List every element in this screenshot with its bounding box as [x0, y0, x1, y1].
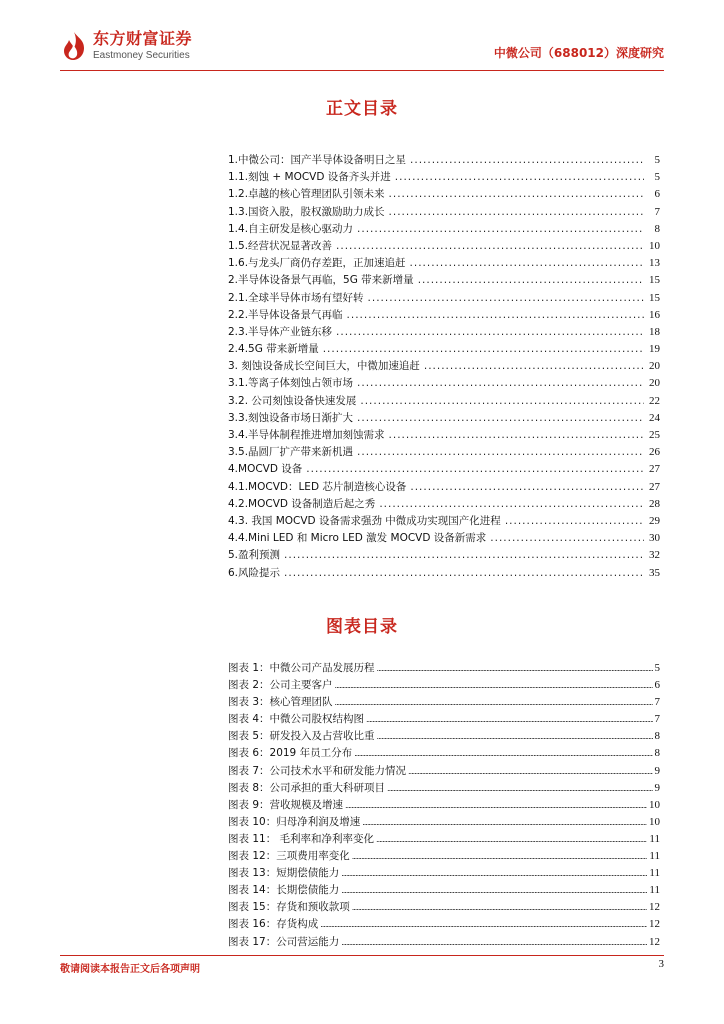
flame-logo-icon: [60, 30, 90, 62]
figure-entry-label: 图表 6：2019 年员工分布: [228, 747, 353, 760]
toc-title: 正文目录: [326, 99, 398, 119]
figure-entry[interactable]: [228, 694, 660, 711]
figure-entry-page: 7: [654, 713, 660, 726]
figure-entry-label: 图表 12：三项费用率变化: [228, 850, 350, 863]
toc-entry[interactable]: [228, 410, 660, 427]
figure-entry-label: 图表 2：公司主要客户: [228, 679, 333, 692]
figure-entry[interactable]: [228, 814, 660, 831]
figure-entry-label: 图表 13：短期偿债能力: [228, 867, 340, 880]
toc-entry[interactable]: [228, 547, 660, 564]
toc-entry[interactable]: [228, 513, 660, 530]
figure-entry-page: 5: [654, 662, 660, 674]
toc-entry-page: 22: [649, 394, 660, 407]
toc-entry[interactable]: [228, 444, 660, 461]
dot-leader: [389, 206, 644, 218]
toc-entry-page: 35: [649, 566, 660, 579]
toc-entry-label: 5.盈利预测: [228, 549, 281, 562]
toc-entry-label: 4.3. 我国 MOCVD 设备需求强劲 中微成功实现国产化进程: [228, 514, 501, 527]
figure-entry[interactable]: [228, 780, 660, 797]
dot-leader: [335, 698, 653, 707]
figure-entry-label: 图表 15：存货和预收款项: [228, 901, 350, 914]
figure-entry-label: 图表 10：归母净利润及增速: [228, 815, 361, 828]
figure-entry[interactable]: [228, 899, 660, 916]
toc-entry-label: 2.2.半导体设备景气再临: [228, 308, 343, 321]
figure-entry-page: 12: [649, 918, 660, 931]
figure-entry-page: 11: [649, 832, 660, 845]
toc-entry-page: 13: [649, 257, 660, 270]
dot-leader: [387, 784, 652, 793]
figure-entry-label: 图表 9：营收规模及增速: [228, 798, 344, 811]
dot-leader: [347, 309, 644, 321]
toc-entry[interactable]: [228, 221, 660, 238]
toc-entry-label: 4.4.Mini LED 和 Micro LED 激发 MOCVD 设备新需求: [228, 532, 487, 545]
figure-entry-label: 图表 16：存货构成: [228, 918, 319, 931]
figure-entry[interactable]: [228, 677, 660, 694]
toc-entry-label: 1.2.卓越的核心管理团队引领未来: [228, 188, 385, 201]
figure-entry-label: 图表 11： 毛利率和净利率变化: [228, 832, 375, 845]
figure-entry[interactable]: [228, 916, 660, 933]
toc-entry[interactable]: [228, 204, 660, 221]
toc-entry-page: 16: [649, 308, 660, 321]
table-of-contents: [228, 152, 660, 582]
toc-entry-label: 1.6.与龙头厂商仍存差距，正加速追赶: [228, 257, 406, 270]
toc-entry-label: 2.半导体设备景气再临，5G 带来新增量: [228, 274, 414, 287]
toc-entry[interactable]: [228, 496, 660, 513]
dot-leader: [490, 532, 644, 544]
toc-entry[interactable]: [228, 393, 660, 410]
toc-entry[interactable]: [228, 479, 660, 496]
toc-entry-page: 20: [649, 377, 660, 390]
dot-leader: [354, 749, 652, 758]
dot-leader: [336, 326, 644, 338]
figure-entry-page: 9: [654, 781, 660, 794]
dot-leader: [362, 818, 647, 827]
figure-entry-label: 图表 7：公司技术水平和研发能力情况: [228, 764, 407, 777]
figure-entry-page: 10: [649, 798, 660, 811]
toc-entry-page: 27: [649, 480, 660, 493]
toc-entry-page: 15: [649, 291, 660, 304]
toc-entry[interactable]: [228, 238, 660, 255]
dot-leader: [395, 171, 644, 183]
toc-entry-label: 3.4.半导体制程推进增加刻蚀需求: [228, 429, 385, 441]
toc-entry-label: 3. 刻蚀设备成长空间巨大，中微加速追赶: [228, 360, 420, 373]
toc-entry[interactable]: [228, 565, 660, 582]
dot-leader: [341, 938, 647, 947]
dot-leader: [366, 715, 652, 724]
toc-entry-page: 29: [649, 514, 660, 527]
footer-disclaimer: 敬请阅读本报告正文后各项声明: [60, 964, 200, 975]
toc-entry[interactable]: [228, 530, 660, 547]
dot-leader: [323, 343, 644, 355]
figure-entry-page: 11: [649, 867, 660, 880]
toc-entry-label: 4.2.MOCVD 设备制造后起之秀: [228, 497, 376, 510]
figure-entry-page: 7: [654, 696, 660, 709]
toc-entry-label: 3.2. 公司刻蚀设备快速发展: [228, 394, 357, 407]
figure-entry-page: 11: [649, 884, 660, 897]
toc-entry-page: 32: [649, 549, 660, 562]
figure-entry[interactable]: [228, 865, 660, 882]
dot-leader: [352, 903, 647, 912]
toc-entry-label: 1.中微公司：国产半导体设备明日之星: [228, 154, 407, 166]
dot-leader: [357, 446, 644, 458]
figure-entry[interactable]: [228, 660, 660, 677]
toc-entry-label: 3.5.晶圆厂扩产带来新机遇: [228, 446, 354, 459]
toc-entry-label: 3.3.刻蚀设备市场日渐扩大: [228, 411, 354, 424]
toc-entry[interactable]: [228, 375, 660, 392]
toc-entry[interactable]: [228, 186, 660, 203]
toc-entry-label: 6.风险提示: [228, 566, 281, 579]
figure-entry-page: 12: [649, 901, 660, 914]
toc-entry-page: 7: [654, 205, 660, 218]
dot-leader: [376, 835, 647, 844]
figure-entry[interactable]: [228, 848, 660, 865]
toc-entry-page: 15: [649, 274, 660, 287]
dot-leader: [357, 223, 644, 235]
figure-entry-label: 图表 8：公司承担的重大科研项目: [228, 781, 386, 794]
toc-entry-page: 8: [654, 222, 660, 235]
figure-entry[interactable]: [228, 831, 660, 848]
toc-entry-page: 20: [649, 360, 660, 373]
toc-entry-page: 28: [649, 497, 660, 510]
toc-entry[interactable]: [228, 290, 660, 307]
toc-entry[interactable]: [228, 169, 660, 186]
toc-entry-label: 1.3.国资入股，股权激励助力成长: [228, 205, 385, 218]
toc-entry-page: 24: [649, 411, 660, 424]
figure-entry-page: 8: [654, 730, 660, 743]
dot-leader: [360, 395, 644, 407]
dot-leader: [352, 852, 648, 861]
dot-leader: [336, 240, 644, 252]
figure-entry-page: 10: [649, 815, 660, 828]
toc-entry[interactable]: [228, 307, 660, 324]
page-number: 3: [658, 958, 664, 970]
dot-leader: [345, 801, 647, 810]
dot-leader: [377, 732, 653, 741]
figure-entry[interactable]: [228, 711, 660, 728]
figure-entry-label: 图表 3：核心管理团队: [228, 696, 333, 709]
dot-leader: [505, 515, 644, 527]
toc-entry-page: 18: [649, 325, 660, 338]
figure-entry[interactable]: [228, 934, 660, 951]
toc-entry-label: 1.4.自主研发是核心驱动力: [228, 222, 354, 235]
dot-leader: [410, 481, 644, 493]
figure-entry-page: 11: [649, 850, 660, 863]
figure-entry-label: 图表 14：长期偿债能力: [228, 884, 340, 897]
figure-entry[interactable]: [228, 728, 660, 745]
figure-entry[interactable]: [228, 797, 660, 814]
dot-leader: [379, 498, 644, 510]
figures-title: 图表目录: [326, 617, 398, 637]
toc-entry[interactable]: [228, 341, 660, 358]
dot-leader: [357, 377, 644, 389]
eastmoney-logo: [60, 30, 192, 70]
dot-leader: [335, 681, 653, 690]
toc-entry[interactable]: [228, 272, 660, 289]
toc-entry-page: 19: [649, 343, 660, 356]
dot-leader: [410, 257, 644, 269]
figure-entry-page: 9: [654, 764, 660, 777]
dot-leader: [284, 567, 644, 579]
toc-entry[interactable]: [228, 427, 660, 444]
dot-leader: [341, 886, 647, 895]
figure-entry-page: 12: [649, 935, 660, 948]
figure-entry[interactable]: [228, 745, 660, 762]
toc-entry[interactable]: [228, 255, 660, 272]
toc-entry[interactable]: [228, 152, 660, 169]
figure-entry-label: 图表 4：中微公司股权结构图: [228, 713, 365, 726]
dot-leader: [341, 869, 647, 878]
dot-leader: [306, 463, 644, 475]
figure-entry[interactable]: [228, 763, 660, 780]
figure-entry-label: 图表 1：中微公司产品发展历程: [228, 662, 375, 674]
logo-english-name: Eastmoney Securities: [93, 50, 190, 61]
toc-entry-label: 2.3.半导体产业链东移: [228, 325, 333, 338]
toc-entry-page: 26: [649, 446, 660, 459]
dot-leader: [377, 664, 653, 673]
toc-entry-label: 1.5.经营状况显著改善: [228, 239, 333, 252]
figure-entry-page: 8: [654, 747, 660, 760]
toc-entry-label: 2.1.全球半导体市场有望好转: [228, 291, 364, 304]
report-title: 中微公司（688012）深度研究: [493, 46, 664, 60]
dot-leader: [284, 549, 644, 561]
figure-entry[interactable]: [228, 882, 660, 899]
dot-leader: [320, 920, 647, 929]
toc-entry[interactable]: [228, 324, 660, 341]
dot-leader: [410, 154, 644, 166]
toc-entry-page: 6: [654, 188, 660, 201]
dot-leader: [368, 292, 644, 304]
figure-list: [228, 660, 660, 951]
toc-entry-page: 5: [654, 154, 660, 166]
toc-entry-page: 10: [649, 239, 660, 252]
toc-entry-label: 3.1.等离子体刻蚀占领市场: [228, 377, 354, 390]
toc-entry-label: 4.1.MOCVD：LED 芯片制造核心设备: [228, 480, 407, 493]
toc-entry-page: 30: [649, 532, 660, 545]
dot-leader: [408, 767, 652, 776]
logo-chinese-name: 东方财富证券: [93, 29, 193, 48]
figure-entry-label: 图表 5：研发投入及占营收比重: [228, 730, 375, 743]
toc-entry-page: 25: [649, 429, 660, 441]
toc-entry[interactable]: [228, 461, 660, 478]
dot-leader: [389, 429, 644, 441]
dot-leader: [418, 274, 644, 286]
figure-entry-page: 6: [654, 679, 660, 692]
dot-leader: [424, 360, 644, 372]
toc-entry-label: 2.4.5G 带来新增量: [228, 343, 319, 356]
toc-entry-label: 4.MOCVD 设备: [228, 463, 303, 476]
toc-entry-page: 27: [649, 463, 660, 476]
dot-leader: [357, 412, 644, 424]
figure-entry-label: 图表 17：公司营运能力: [228, 935, 340, 948]
dot-leader: [389, 188, 644, 200]
toc-entry[interactable]: [228, 358, 660, 375]
footer-divider: [60, 955, 664, 956]
toc-entry-page: 5: [654, 171, 660, 184]
header-divider: [60, 70, 664, 71]
toc-entry-label: 1.1.刻蚀 + MOCVD 设备齐头并进: [228, 171, 391, 184]
